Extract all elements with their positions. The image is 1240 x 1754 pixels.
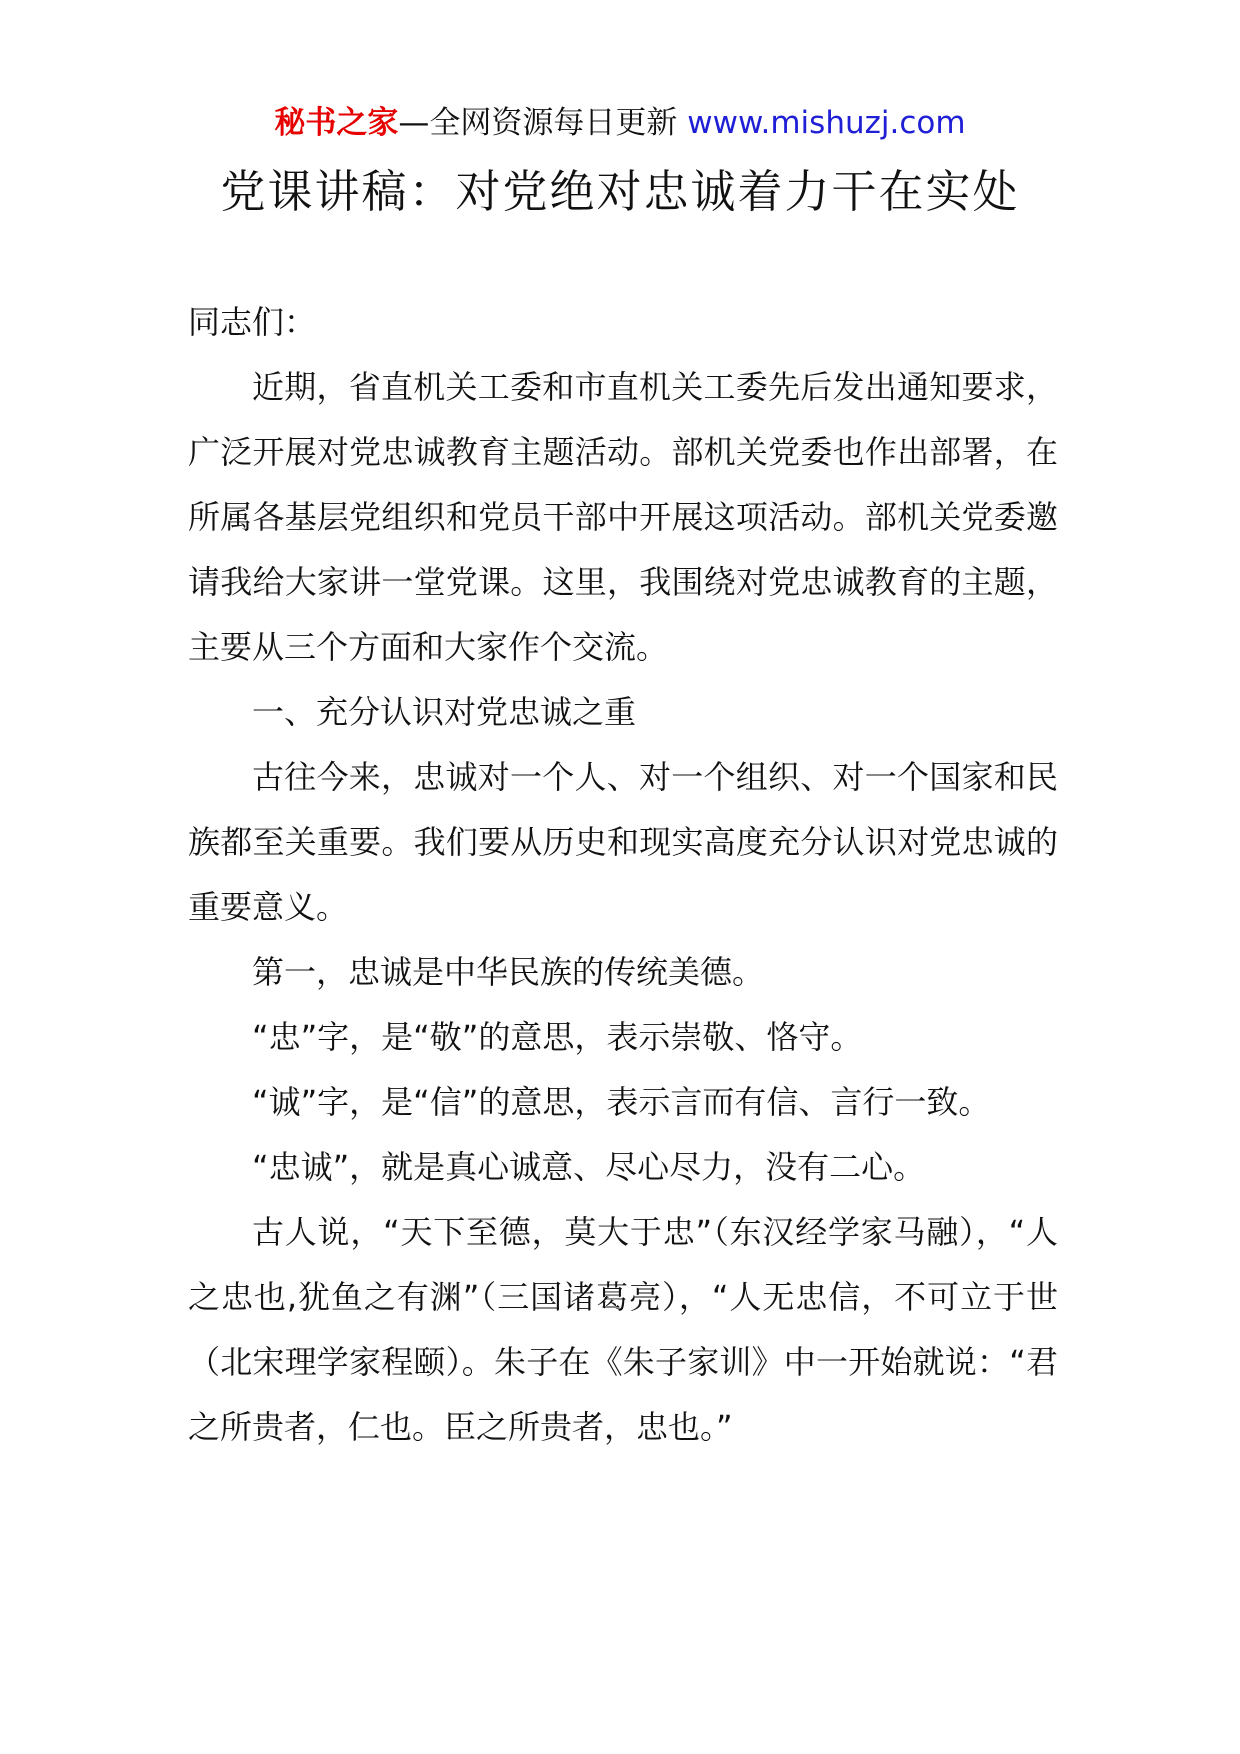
site-url-link[interactable]: www.mishuzj.com <box>687 105 966 141</box>
paragraph-zhong: “忠”字，是“敬”的意思，表示崇敬、恪守。 <box>252 1018 863 1056</box>
page-title: 党课讲稿：对党绝对忠诚着力干在实处 <box>220 165 1020 218</box>
section-heading-1: 一、充分认识对党忠诚之重 <box>252 693 637 731</box>
paragraph-zhongcheng: “忠诚”，就是真心诚意、尽心尽力，没有二心。 <box>252 1148 926 1186</box>
paragraph-cheng: “诚”字，是“信”的意思，表示言而有信、言行一致。 <box>252 1083 991 1121</box>
brand-name: 秘书之家 <box>274 105 399 141</box>
paragraph-section-1-intro: 古往今来，忠诚对一个人、对一个组织、对一个国家和民族都至关重要。我们要从历史和现实高度充分认识对党忠诚的重要意义。 <box>188 758 1058 926</box>
header-tagline: —全网资源每日更新 <box>398 105 678 141</box>
site-header <box>0 101 1240 145</box>
subheading-first: 第一，忠诚是中华民族的传统美德。 <box>252 953 765 991</box>
paragraph-intro: 近期，省直机关工委和市直机关工委先后发出通知要求，广泛开展对党忠诚教育主题活动。部机关党委也作出部署，在所属各基层党组织和党员干部中开展这项活动。部机关党委邀请我给大家讲一堂党课。这里，我围绕对党忠诚教育的主题，主要从三个方面和大家作个交流。 <box>188 368 1058 666</box>
document-body <box>188 290 1058 1460</box>
salutation: 同志们： <box>188 303 317 341</box>
paragraph-ancient-quotes: 古人说，“天下至德，莫大于忠”（东汉经学家马融），“人之忠也,犹鱼之有渊”（三国诸葛亮），“人无忠信，不可立于世（北宋理学家程颐）。朱子在《朱子家训》中一开始就说：“君之所贵者，仁也。臣之所贵者，忠也。” <box>188 1213 1058 1446</box>
